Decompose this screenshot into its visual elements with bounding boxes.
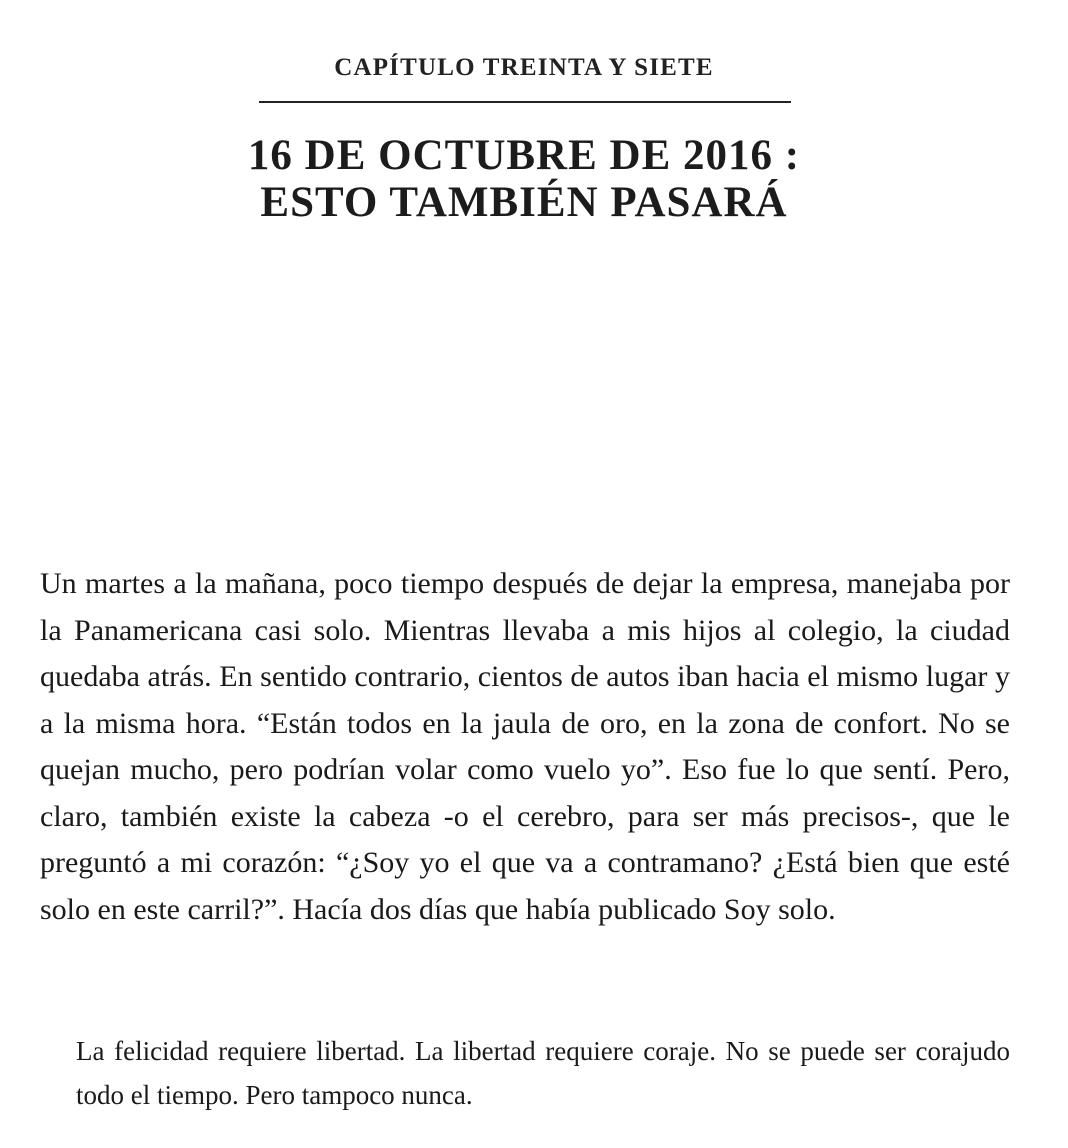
chapter-title-line-1: 16 DE OCTUBRE DE 2016 : [247, 132, 801, 179]
chapter-title-line-2: ESTO TAMBIÉN PASARÁ [260, 179, 788, 226]
chapter-label: CAPÍTULO TREINTA Y SIETE [334, 54, 714, 81]
body-paragraph: Un martes a la mañana, poco tiempo después de dejar la empresa, manejaba por la Panamericana casi solo. Mientras llevaba a mis hijos al colegio, la ciudad quedaba atrás. En sentido contrario, cientos de autos iban hacia el mismo lugar y a la misma hora. “Están todos en la jaula de oro, en la zona de confort. No se quejan mucho, pero podrían volar como vuelo yo”. Eso fue lo que sentí. Pero, claro, también existe la cabeza -o el cerebro, para ser más precisos-, que le preguntó a mi corazón: “¿Soy yo el que va a contramano? ¿Está bien que esté solo en este carril?”. Hacía dos días que había publicado Soy solo. [40, 567, 1010, 926]
chapter-title [0, 132, 1048, 226]
indented-quote: La felicidad requiere libertad. La libertad requiere coraje. No se puede ser corajudo todo el tiempo. Pero tampoco nunca. [76, 1036, 1010, 1110]
chapter-divider [259, 101, 791, 103]
